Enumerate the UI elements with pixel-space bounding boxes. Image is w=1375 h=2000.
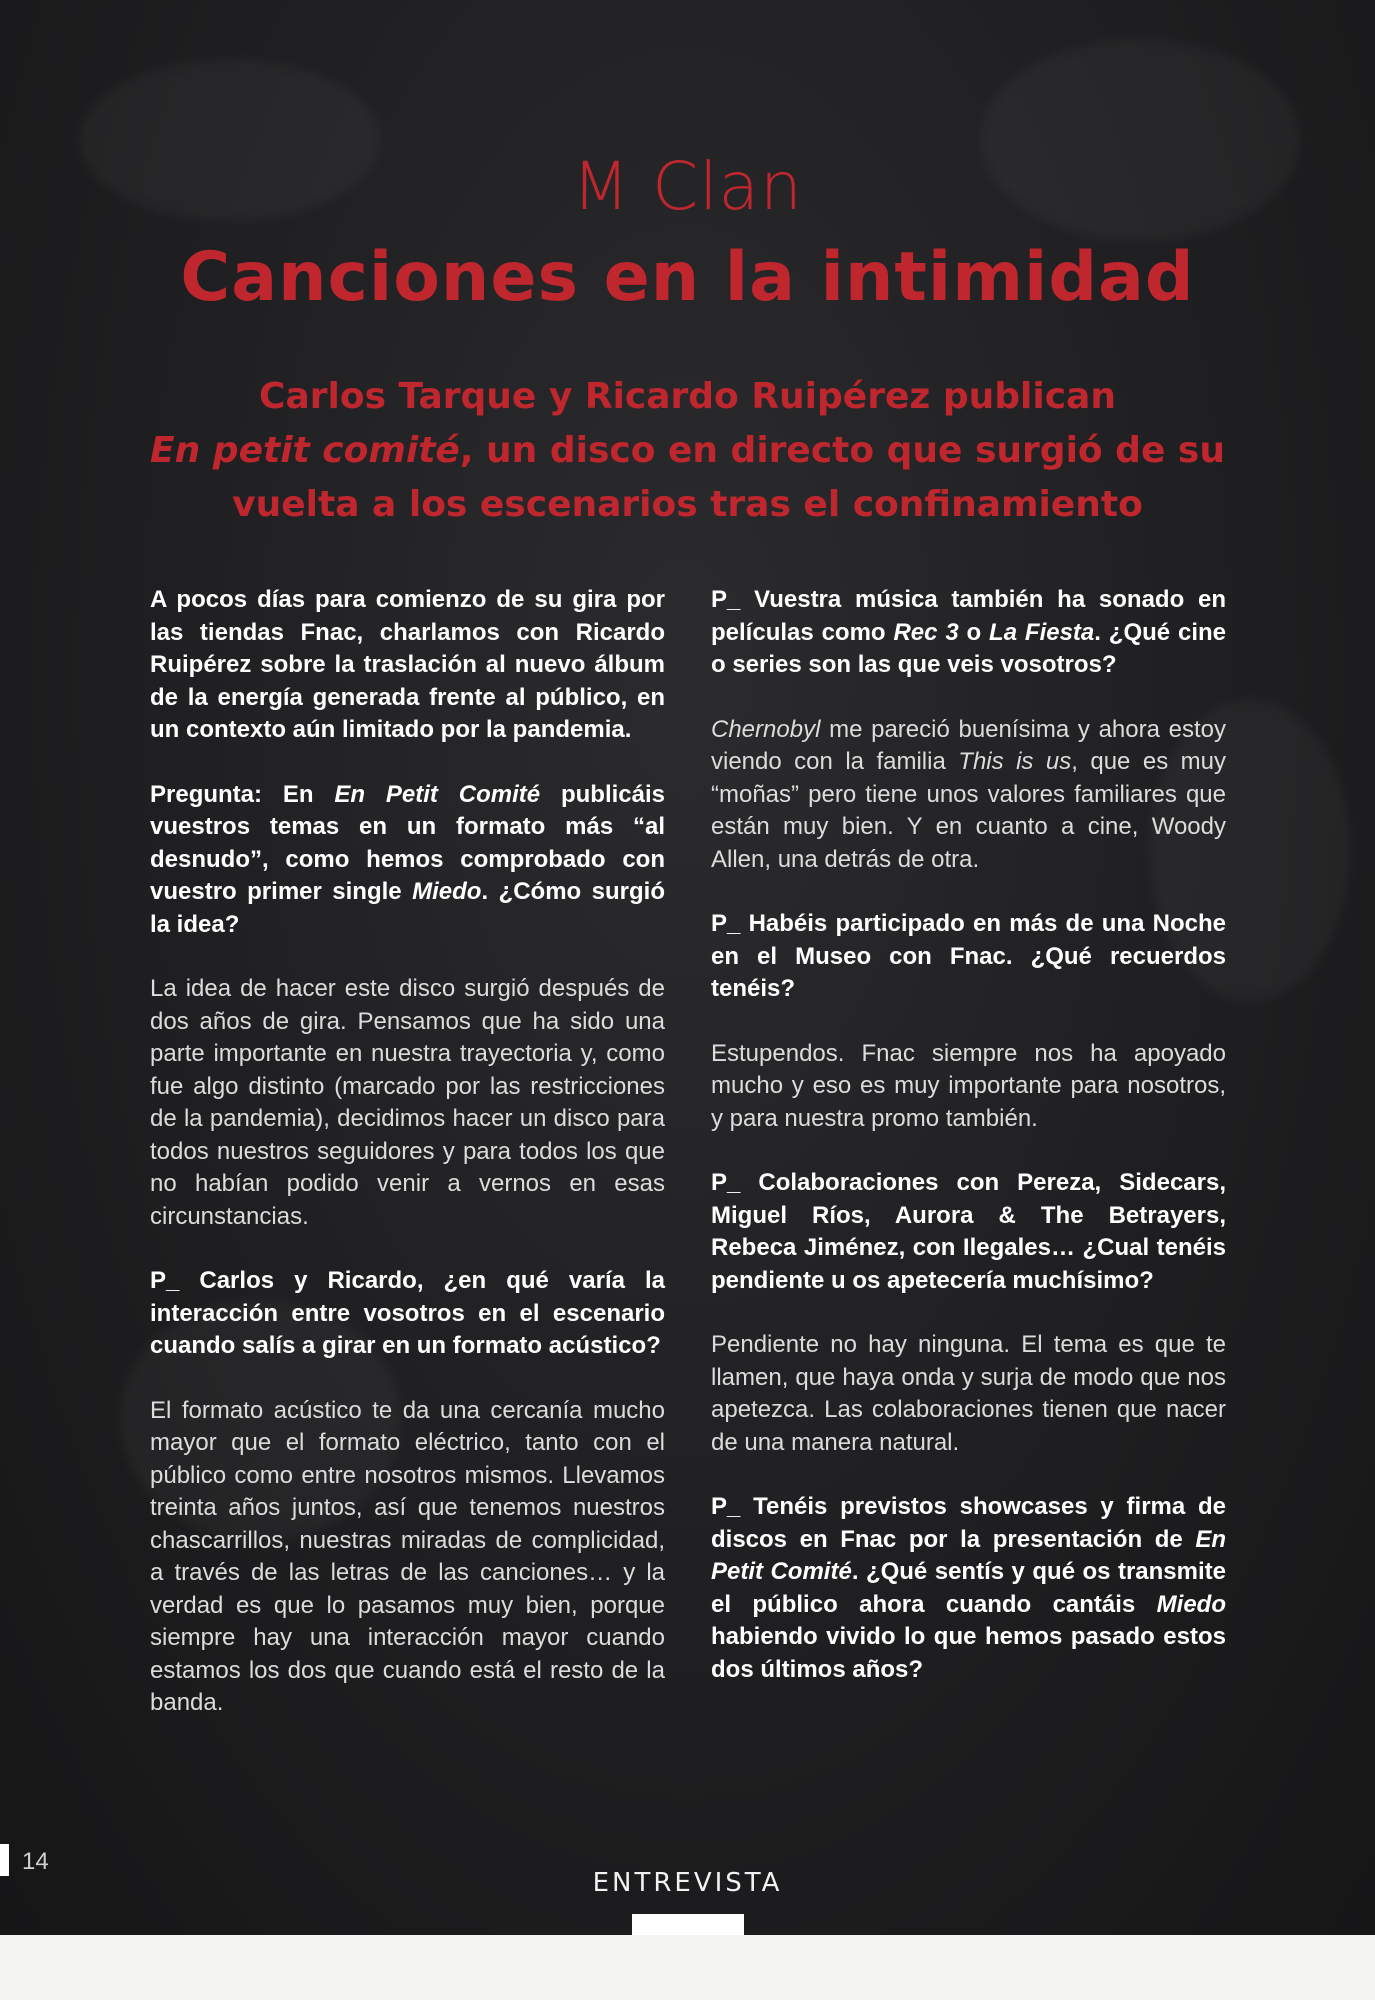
question-6-part-b: . ¿Qué sentís y qué os transmite el público ahora cuando cantáis — [711, 1558, 1227, 1618]
answer-3-show-2: This is us — [958, 748, 1072, 775]
question-1-part-c: . ¿Cómo surgió la idea? — [150, 878, 665, 938]
intro-paragraph: A pocos días para comienzo de su gira por las tiendas Fnac, charlamos con Ricardo Ruipérez sobre la traslación al nuevo álbum de la energía generada frente al público, en un contexto aún limitado por la pandemia. — [150, 586, 665, 743]
article-headline: Canciones en la intimidad — [180, 238, 1195, 317]
question-6-part-c: habiendo vivido lo que hemos pasado estos dos últimos años? — [711, 1623, 1226, 1683]
question-3-film-1: Rec 3 — [893, 618, 959, 646]
question-1-part-a: Pregunta: En — [150, 780, 335, 808]
question-6-part-a: P_ Tenéis previstos showcases y firma de discos en Fnac por la presentación de — [711, 1493, 1226, 1553]
answer-1: La idea de hacer este disco surgió después de dos años de gira. Pensamos que ha sido una parte importante en nuestra trayectoria y, como fue algo distinto (marcado por las restricciones de la pandemia), decidimos hacer un disco para todos nuestros seguidores y para todos los que no habían podido venir a vernos en esas circunstancias. — [150, 975, 665, 1230]
answer-2: El formato acústico te da una cercanía mucho mayor que el formato eléctrico, tanto con el público como entre nosotros mismos. Llevamos treinta años juntos, así que tenemos nuestros chascarrillos, nuestras miradas de complicidad, a través de las letras de las canciones… y la verdad es que lo pasamos muy bien, porque siempre hay una interacción mayor cuando estamos los dos que cuando está el resto de la banda. — [150, 1396, 665, 1716]
question-1 — [150, 779, 665, 942]
answer-3 — [711, 714, 1226, 877]
question-6-album-title: En Petit Comité — [711, 1525, 1226, 1585]
question-5: P_ Colaboraciones con Pereza, Sidecars, Miguel Ríos, Aurora & The Betrayers, Rebeca Jiménez, con Ilegales… ¿Cual tenéis pendiente u os apetecería muchísimo? — [711, 1169, 1226, 1294]
subhead-line-2: , un disco en directo que surgió de su vuelta a los escenarios tras el confinamiento — [232, 430, 1225, 525]
question-3-part-a: P_ Vuestra música también ha sonado en películas como — [711, 586, 1226, 646]
question-3-part-c: . ¿Qué cine o series son las que veis vosotros? — [711, 618, 1227, 678]
question-4: P_ Habéis participado en más de una Noche en el Museo con Fnac. ¿Qué recuerdos tenéis? — [711, 910, 1226, 1002]
question-3-part-b: o — [958, 618, 990, 646]
answer-3-part-b: , que es muy “moñas” pero tiene unos valores familiares que están muy bien. Y en cuanto a cine, Woody Allen, una detrás de otra. — [711, 748, 1226, 873]
question-2: P_ Carlos y Ricardo, ¿en qué varía la interacción entre vosotros en el escenario cuando salís a girar en un formato acústico? — [150, 1267, 665, 1359]
band-title: M Clan — [572, 148, 803, 225]
section-underline — [632, 1914, 744, 1935]
answer-3-show-1: Chernobyl — [711, 715, 821, 743]
page-number: 14 — [22, 1848, 49, 1875]
subhead-line-1: Carlos Tarque y Ricardo Ruipérez publican — [259, 376, 1116, 417]
right-column — [711, 584, 1226, 1718]
question-3 — [711, 584, 1226, 682]
answer-5: Pendiente no hay ninguna. El tema es que te llamen, que haya onda y surja de modo que nos apetezca. Las colaboraciones tienen que nacer de una manera natural. — [711, 1331, 1226, 1456]
section-label: ENTREVISTA — [592, 1868, 783, 1898]
answer-3-part-a: me pareció buenísima y ahora estoy viendo con la familia — [711, 715, 1226, 775]
left-column — [150, 584, 665, 1752]
question-3-film-2: La Fiesta — [989, 618, 1095, 646]
subhead-album-title: En petit comité — [150, 430, 460, 471]
question-1-single-title: Miedo — [412, 878, 482, 905]
question-1-album-title: En Petit Comité — [334, 780, 541, 808]
question-6-single-title: Miedo — [1156, 1590, 1226, 1618]
question-1-part-b: publicáis vuestros temas en un formato más “al desnudo”, como hemos comprobado con vuestro primer single — [150, 780, 666, 905]
article-subhead — [100, 370, 1275, 532]
question-6 — [711, 1491, 1226, 1686]
answer-4: Estupendos. Fnac siempre nos ha apoyado mucho y eso es muy importante para nosotros, y para nuestra promo también. — [711, 1039, 1226, 1132]
